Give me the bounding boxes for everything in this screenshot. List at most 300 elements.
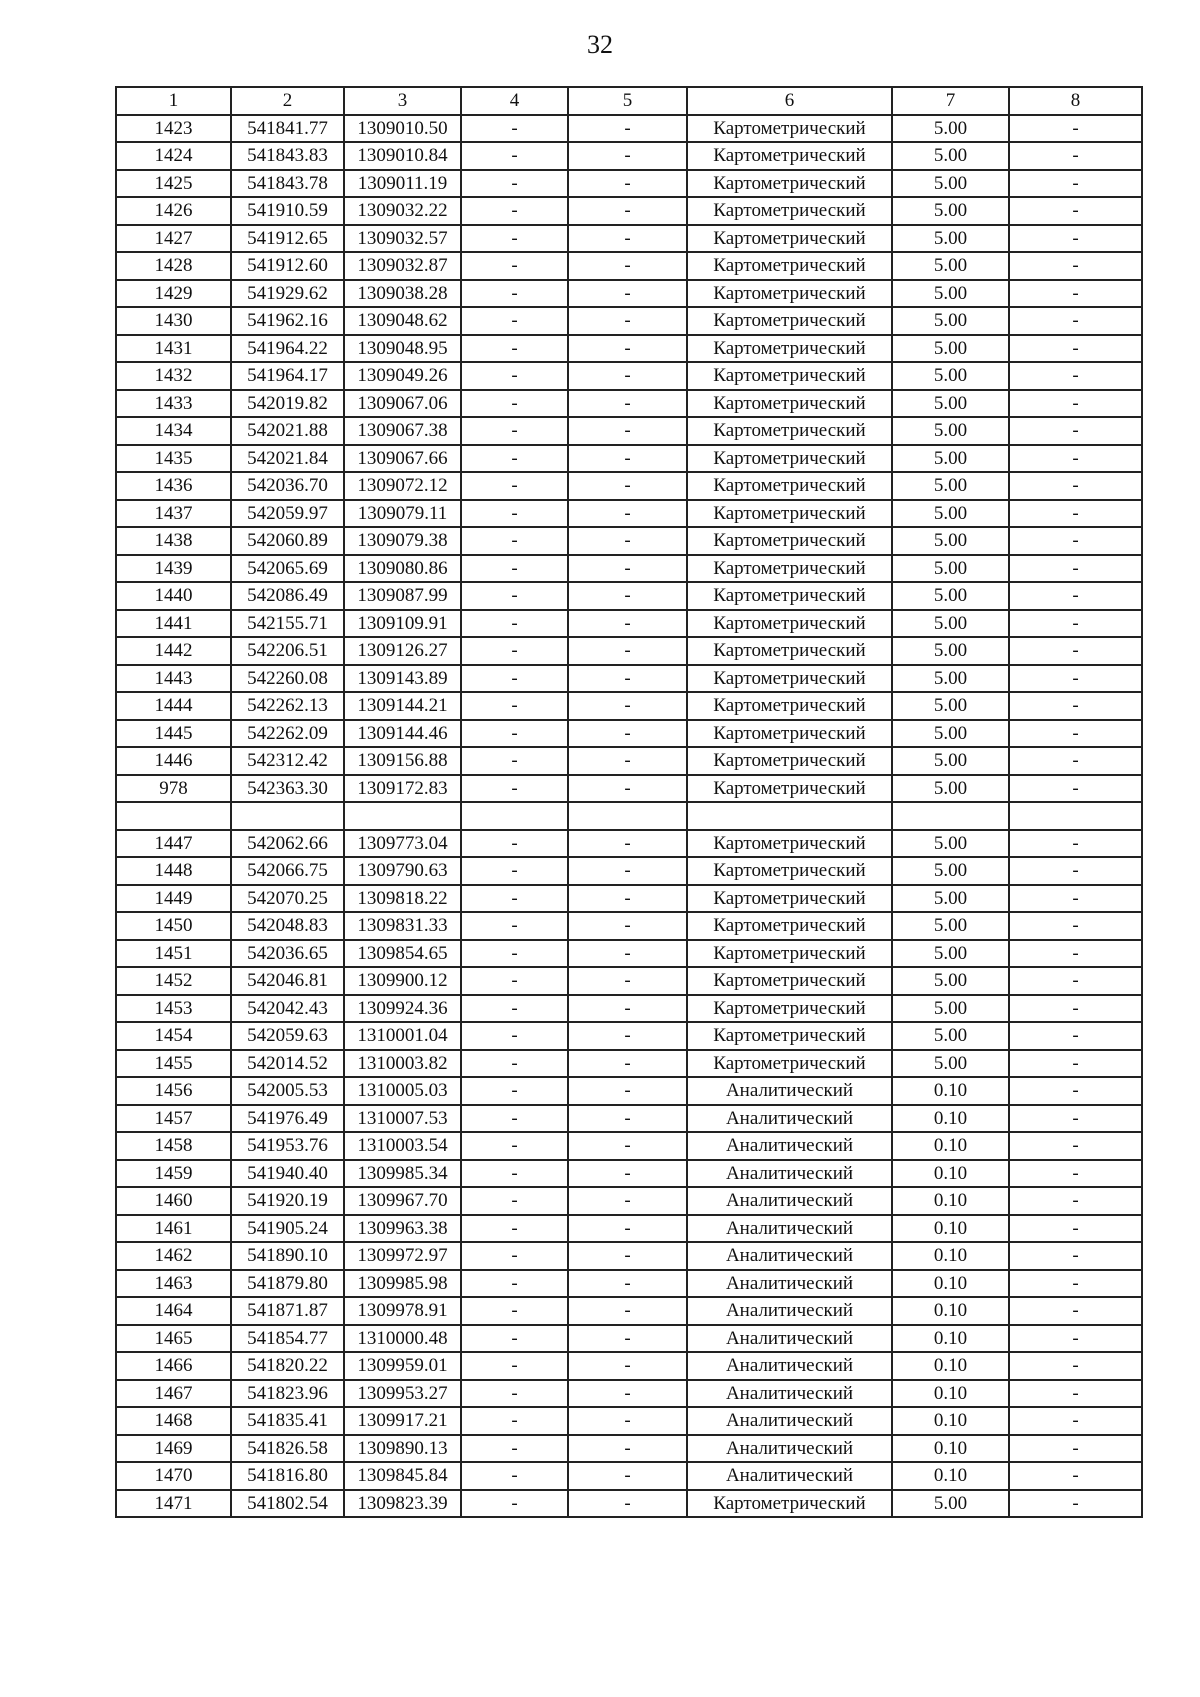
col4-cell: -: [461, 417, 568, 445]
x-coordinate-cell: 542262.13: [231, 692, 344, 720]
x-coordinate-cell: 541841.77: [231, 115, 344, 143]
col4-cell: -: [461, 527, 568, 555]
y-coordinate-cell: 1309854.65: [344, 940, 461, 968]
col5-cell: -: [568, 142, 687, 170]
x-coordinate-cell: 542005.53: [231, 1077, 344, 1105]
method-cell: Аналитический: [687, 1380, 892, 1408]
method-cell: Аналитический: [687, 1407, 892, 1435]
table-row: [116, 1050, 1142, 1078]
col5-cell: -: [568, 335, 687, 363]
col4-cell: -: [461, 747, 568, 775]
y-coordinate-cell: 1309890.13: [344, 1435, 461, 1463]
x-coordinate-cell: 542059.97: [231, 500, 344, 528]
point-number-cell: 1435: [116, 445, 231, 473]
accuracy-cell: 0.10: [892, 1352, 1009, 1380]
point-number-cell: 1469: [116, 1435, 231, 1463]
col4-cell: [461, 802, 568, 830]
point-number-cell: 1454: [116, 1022, 231, 1050]
method-cell: Аналитический: [687, 1132, 892, 1160]
method-cell: Картометрический: [687, 142, 892, 170]
point-number-cell: 1449: [116, 885, 231, 913]
col5-cell: -: [568, 1050, 687, 1078]
col5-cell: -: [568, 912, 687, 940]
col4-cell: -: [461, 912, 568, 940]
col8-cell: -: [1009, 1077, 1142, 1105]
accuracy-cell: 5.00: [892, 967, 1009, 995]
method-cell: Картометрический: [687, 225, 892, 253]
point-number-cell: 1430: [116, 307, 231, 335]
accuracy-cell: 5.00: [892, 225, 1009, 253]
y-coordinate-cell: 1309032.22: [344, 197, 461, 225]
method-cell: Картометрический: [687, 610, 892, 638]
col5-cell: -: [568, 197, 687, 225]
y-coordinate-cell: 1309144.46: [344, 720, 461, 748]
table-row: [116, 747, 1142, 775]
x-coordinate-cell: 541912.60: [231, 252, 344, 280]
x-coordinate-cell: 541871.87: [231, 1297, 344, 1325]
table-row: [116, 1270, 1142, 1298]
accuracy-cell: 5.00: [892, 692, 1009, 720]
col4-cell: -: [461, 1270, 568, 1298]
table-row: [116, 445, 1142, 473]
point-number-cell: 1448: [116, 857, 231, 885]
col8-cell: -: [1009, 1490, 1142, 1518]
method-cell: Картометрический: [687, 445, 892, 473]
point-number-cell: 978: [116, 775, 231, 803]
x-coordinate-cell: 542042.43: [231, 995, 344, 1023]
table-row: [116, 940, 1142, 968]
y-coordinate-cell: 1309773.04: [344, 830, 461, 858]
method-cell: Картометрический: [687, 417, 892, 445]
col4-cell: -: [461, 830, 568, 858]
y-coordinate-cell: 1310005.03: [344, 1077, 461, 1105]
col5-cell: -: [568, 775, 687, 803]
table-row: [116, 472, 1142, 500]
table-row: [116, 830, 1142, 858]
x-coordinate-cell: 541835.41: [231, 1407, 344, 1435]
method-cell: Картометрический: [687, 307, 892, 335]
point-number-cell: 1457: [116, 1105, 231, 1133]
point-number-cell: 1447: [116, 830, 231, 858]
table-row: [116, 1462, 1142, 1490]
table-row: [116, 692, 1142, 720]
col5-cell: -: [568, 582, 687, 610]
col4-cell: -: [461, 967, 568, 995]
y-coordinate-cell: 1309790.63: [344, 857, 461, 885]
table-row: [116, 1187, 1142, 1215]
col8-cell: -: [1009, 665, 1142, 693]
y-coordinate-cell: 1309924.36: [344, 995, 461, 1023]
table-row: [116, 280, 1142, 308]
accuracy-cell: 0.10: [892, 1407, 1009, 1435]
method-cell: Картометрический: [687, 252, 892, 280]
column-header: 7: [892, 87, 1009, 115]
accuracy-cell: 5.00: [892, 885, 1009, 913]
col8-cell: -: [1009, 500, 1142, 528]
col8-cell: -: [1009, 582, 1142, 610]
col8-cell: -: [1009, 225, 1142, 253]
col8-cell: -: [1009, 390, 1142, 418]
col5-cell: [568, 802, 687, 830]
point-number-cell: 1441: [116, 610, 231, 638]
col8-cell: -: [1009, 445, 1142, 473]
col4-cell: -: [461, 115, 568, 143]
accuracy-cell: 5.00: [892, 335, 1009, 363]
method-cell: Аналитический: [687, 1297, 892, 1325]
col8-cell: -: [1009, 1407, 1142, 1435]
col8-cell: -: [1009, 940, 1142, 968]
col5-cell: -: [568, 1297, 687, 1325]
point-number-cell: 1445: [116, 720, 231, 748]
y-coordinate-cell: 1309985.34: [344, 1160, 461, 1188]
table-row: [116, 610, 1142, 638]
table-row: [116, 857, 1142, 885]
accuracy-cell: 5.00: [892, 1022, 1009, 1050]
col4-cell: -: [461, 307, 568, 335]
table-row: [116, 637, 1142, 665]
method-cell: Аналитический: [687, 1462, 892, 1490]
point-number-cell: 1438: [116, 527, 231, 555]
accuracy-cell: 5.00: [892, 720, 1009, 748]
method-cell: [687, 802, 892, 830]
x-coordinate-cell: 542155.71: [231, 610, 344, 638]
col5-cell: -: [568, 362, 687, 390]
col4-cell: -: [461, 362, 568, 390]
method-cell: Картометрический: [687, 720, 892, 748]
col8-cell: -: [1009, 362, 1142, 390]
method-cell: Аналитический: [687, 1215, 892, 1243]
y-coordinate-cell: 1309079.11: [344, 500, 461, 528]
col8-cell: -: [1009, 1270, 1142, 1298]
y-coordinate-cell: 1309010.50: [344, 115, 461, 143]
col5-cell: -: [568, 252, 687, 280]
point-number-cell: 1463: [116, 1270, 231, 1298]
accuracy-cell: 5.00: [892, 610, 1009, 638]
method-cell: Картометрический: [687, 775, 892, 803]
point-number-cell: 1427: [116, 225, 231, 253]
x-coordinate-cell: 542070.25: [231, 885, 344, 913]
method-cell: Картометрический: [687, 637, 892, 665]
x-coordinate-cell: 542048.83: [231, 912, 344, 940]
accuracy-cell: 5.00: [892, 142, 1009, 170]
y-coordinate-cell: 1309845.84: [344, 1462, 461, 1490]
method-cell: Картометрический: [687, 280, 892, 308]
point-number-cell: 1440: [116, 582, 231, 610]
col8-cell: -: [1009, 555, 1142, 583]
col4-cell: -: [461, 445, 568, 473]
table-row: [116, 335, 1142, 363]
col5-cell: -: [568, 747, 687, 775]
accuracy-cell: 0.10: [892, 1270, 1009, 1298]
table-row: [116, 170, 1142, 198]
y-coordinate-cell: 1309143.89: [344, 665, 461, 693]
column-header: 6: [687, 87, 892, 115]
col4-cell: -: [461, 252, 568, 280]
method-cell: Картометрический: [687, 885, 892, 913]
point-number-cell: 1444: [116, 692, 231, 720]
y-coordinate-cell: 1309172.83: [344, 775, 461, 803]
col5-cell: -: [568, 967, 687, 995]
col4-cell: -: [461, 1215, 568, 1243]
table-row: [116, 142, 1142, 170]
y-coordinate-cell: 1309963.38: [344, 1215, 461, 1243]
table-row: [116, 775, 1142, 803]
col4-cell: -: [461, 1187, 568, 1215]
method-cell: Картометрический: [687, 995, 892, 1023]
method-cell: Картометрический: [687, 527, 892, 555]
point-number-cell: 1431: [116, 335, 231, 363]
table-row: [116, 1490, 1142, 1518]
x-coordinate-cell: 542260.08: [231, 665, 344, 693]
x-coordinate-cell: 541953.76: [231, 1132, 344, 1160]
accuracy-cell: 0.10: [892, 1325, 1009, 1353]
col5-cell: -: [568, 280, 687, 308]
col8-cell: -: [1009, 1297, 1142, 1325]
accuracy-cell: 5.00: [892, 500, 1009, 528]
y-coordinate-cell: 1309985.98: [344, 1270, 461, 1298]
y-coordinate-cell: 1309109.91: [344, 610, 461, 638]
table-row: [116, 1215, 1142, 1243]
col8-cell: -: [1009, 142, 1142, 170]
col5-cell: -: [568, 445, 687, 473]
col4-cell: -: [461, 1490, 568, 1518]
col4-cell: -: [461, 555, 568, 583]
y-coordinate-cell: 1310007.53: [344, 1105, 461, 1133]
accuracy-cell: 0.10: [892, 1132, 1009, 1160]
col5-cell: -: [568, 1407, 687, 1435]
col5-cell: -: [568, 857, 687, 885]
accuracy-cell: 5.00: [892, 417, 1009, 445]
accuracy-cell: 5.00: [892, 197, 1009, 225]
accuracy-cell: 5.00: [892, 170, 1009, 198]
col8-cell: -: [1009, 197, 1142, 225]
x-coordinate-cell: 541962.16: [231, 307, 344, 335]
accuracy-cell: 0.10: [892, 1077, 1009, 1105]
point-number-cell: 1450: [116, 912, 231, 940]
x-coordinate-cell: 542086.49: [231, 582, 344, 610]
col8-cell: -: [1009, 885, 1142, 913]
accuracy-cell: 0.10: [892, 1160, 1009, 1188]
point-number-cell: 1425: [116, 170, 231, 198]
x-coordinate-cell: 542014.52: [231, 1050, 344, 1078]
col5-cell: -: [568, 527, 687, 555]
y-coordinate-cell: 1310001.04: [344, 1022, 461, 1050]
col5-cell: -: [568, 830, 687, 858]
table-row: [116, 582, 1142, 610]
col4-cell: -: [461, 1077, 568, 1105]
table-body: [116, 115, 1142, 1518]
accuracy-cell: 5.00: [892, 280, 1009, 308]
table-row: [116, 197, 1142, 225]
method-cell: Картометрический: [687, 555, 892, 583]
accuracy-cell: 5.00: [892, 555, 1009, 583]
y-coordinate-cell: 1309831.33: [344, 912, 461, 940]
x-coordinate-cell: 542036.65: [231, 940, 344, 968]
y-coordinate-cell: 1309067.38: [344, 417, 461, 445]
point-number-cell: 1468: [116, 1407, 231, 1435]
x-coordinate-cell: 541976.49: [231, 1105, 344, 1133]
col4-cell: -: [461, 1325, 568, 1353]
table-header-row: [116, 87, 1142, 115]
col5-cell: -: [568, 1325, 687, 1353]
col5-cell: -: [568, 610, 687, 638]
table-row: [116, 307, 1142, 335]
method-cell: Картометрический: [687, 747, 892, 775]
col5-cell: -: [568, 1462, 687, 1490]
y-coordinate-cell: 1309959.01: [344, 1352, 461, 1380]
table-row: [116, 1242, 1142, 1270]
table-row: [116, 390, 1142, 418]
column-header: 2: [231, 87, 344, 115]
method-cell: Картометрический: [687, 390, 892, 418]
accuracy-cell: 5.00: [892, 830, 1009, 858]
coordinates-table: [115, 86, 1143, 1518]
accuracy-cell: 5.00: [892, 912, 1009, 940]
col4-cell: -: [461, 1242, 568, 1270]
x-coordinate-cell: 542036.70: [231, 472, 344, 500]
point-number-cell: 1460: [116, 1187, 231, 1215]
x-coordinate-cell: 541802.54: [231, 1490, 344, 1518]
method-cell: Картометрический: [687, 335, 892, 363]
col5-cell: -: [568, 170, 687, 198]
col4-cell: -: [461, 995, 568, 1023]
col5-cell: -: [568, 1187, 687, 1215]
method-cell: Картометрический: [687, 1022, 892, 1050]
x-coordinate-cell: 541843.78: [231, 170, 344, 198]
method-cell: Картометрический: [687, 197, 892, 225]
col8-cell: -: [1009, 1325, 1142, 1353]
point-number-cell: 1434: [116, 417, 231, 445]
y-coordinate-cell: 1309010.84: [344, 142, 461, 170]
x-coordinate-cell: 542019.82: [231, 390, 344, 418]
y-coordinate-cell: 1309072.12: [344, 472, 461, 500]
x-coordinate-cell: 542021.84: [231, 445, 344, 473]
x-coordinate-cell: 541905.24: [231, 1215, 344, 1243]
point-number-cell: 1461: [116, 1215, 231, 1243]
table-row: [116, 967, 1142, 995]
y-coordinate-cell: 1309032.57: [344, 225, 461, 253]
col5-cell: -: [568, 417, 687, 445]
col8-cell: -: [1009, 857, 1142, 885]
y-coordinate-cell: 1309126.27: [344, 637, 461, 665]
page-number: 32: [587, 30, 613, 59]
col5-cell: -: [568, 225, 687, 253]
table-row: [116, 995, 1142, 1023]
y-coordinate-cell: 1309900.12: [344, 967, 461, 995]
point-number-cell: 1467: [116, 1380, 231, 1408]
accuracy-cell: 5.00: [892, 775, 1009, 803]
method-cell: Картометрический: [687, 692, 892, 720]
point-number-cell: 1466: [116, 1352, 231, 1380]
col4-cell: -: [461, 280, 568, 308]
col4-cell: -: [461, 582, 568, 610]
accuracy-cell: [892, 802, 1009, 830]
col8-cell: -: [1009, 1380, 1142, 1408]
col5-cell: -: [568, 115, 687, 143]
point-number-cell: 1426: [116, 197, 231, 225]
col4-cell: -: [461, 940, 568, 968]
y-coordinate-cell: 1309818.22: [344, 885, 461, 913]
accuracy-cell: 0.10: [892, 1105, 1009, 1133]
point-number-cell: 1432: [116, 362, 231, 390]
col8-cell: -: [1009, 1187, 1142, 1215]
table-row: [116, 1132, 1142, 1160]
col8-cell: -: [1009, 1435, 1142, 1463]
accuracy-cell: 5.00: [892, 115, 1009, 143]
col5-cell: -: [568, 1160, 687, 1188]
method-cell: Аналитический: [687, 1435, 892, 1463]
x-coordinate-cell: 541910.59: [231, 197, 344, 225]
col8-cell: -: [1009, 252, 1142, 280]
y-coordinate-cell: 1309917.21: [344, 1407, 461, 1435]
point-number-cell: 1452: [116, 967, 231, 995]
x-coordinate-cell: 541816.80: [231, 1462, 344, 1490]
col5-cell: -: [568, 1105, 687, 1133]
col5-cell: -: [568, 390, 687, 418]
table-row: [116, 555, 1142, 583]
col4-cell: -: [461, 1462, 568, 1490]
column-header: 4: [461, 87, 568, 115]
y-coordinate-cell: 1309978.91: [344, 1297, 461, 1325]
x-coordinate-cell: 542363.30: [231, 775, 344, 803]
y-coordinate-cell: 1309953.27: [344, 1380, 461, 1408]
col5-cell: -: [568, 307, 687, 335]
y-coordinate-cell: 1309972.97: [344, 1242, 461, 1270]
col4-cell: -: [461, 1380, 568, 1408]
y-coordinate-cell: 1309067.06: [344, 390, 461, 418]
point-number-cell: 1464: [116, 1297, 231, 1325]
point-number-cell: 1439: [116, 555, 231, 583]
method-cell: Аналитический: [687, 1187, 892, 1215]
accuracy-cell: 5.00: [892, 665, 1009, 693]
table-row: [116, 665, 1142, 693]
table-row: [116, 362, 1142, 390]
point-number-cell: 1443: [116, 665, 231, 693]
col8-cell: -: [1009, 830, 1142, 858]
x-coordinate-cell: 542062.66: [231, 830, 344, 858]
x-coordinate-cell: 542046.81: [231, 967, 344, 995]
table-row: [116, 912, 1142, 940]
col4-cell: -: [461, 1050, 568, 1078]
method-cell: Картометрический: [687, 362, 892, 390]
point-number-cell: 1446: [116, 747, 231, 775]
x-coordinate-cell: 541940.40: [231, 1160, 344, 1188]
x-coordinate-cell: 541929.62: [231, 280, 344, 308]
x-coordinate-cell: 542065.69: [231, 555, 344, 583]
x-coordinate-cell: 541823.96: [231, 1380, 344, 1408]
y-coordinate-cell: 1309032.87: [344, 252, 461, 280]
col8-cell: -: [1009, 967, 1142, 995]
table-row: [116, 1160, 1142, 1188]
col4-cell: -: [461, 390, 568, 418]
point-number-cell: 1459: [116, 1160, 231, 1188]
accuracy-cell: 5.00: [892, 747, 1009, 775]
col4-cell: -: [461, 637, 568, 665]
col8-cell: -: [1009, 527, 1142, 555]
point-number-cell: 1470: [116, 1462, 231, 1490]
accuracy-cell: 5.00: [892, 390, 1009, 418]
col8-cell: -: [1009, 472, 1142, 500]
point-number-cell: 1424: [116, 142, 231, 170]
col4-cell: -: [461, 170, 568, 198]
x-coordinate-cell: 541820.22: [231, 1352, 344, 1380]
col5-cell: -: [568, 1242, 687, 1270]
col5-cell: -: [568, 1022, 687, 1050]
column-header: 5: [568, 87, 687, 115]
col4-cell: -: [461, 1105, 568, 1133]
col5-cell: -: [568, 665, 687, 693]
point-number-cell: 1458: [116, 1132, 231, 1160]
